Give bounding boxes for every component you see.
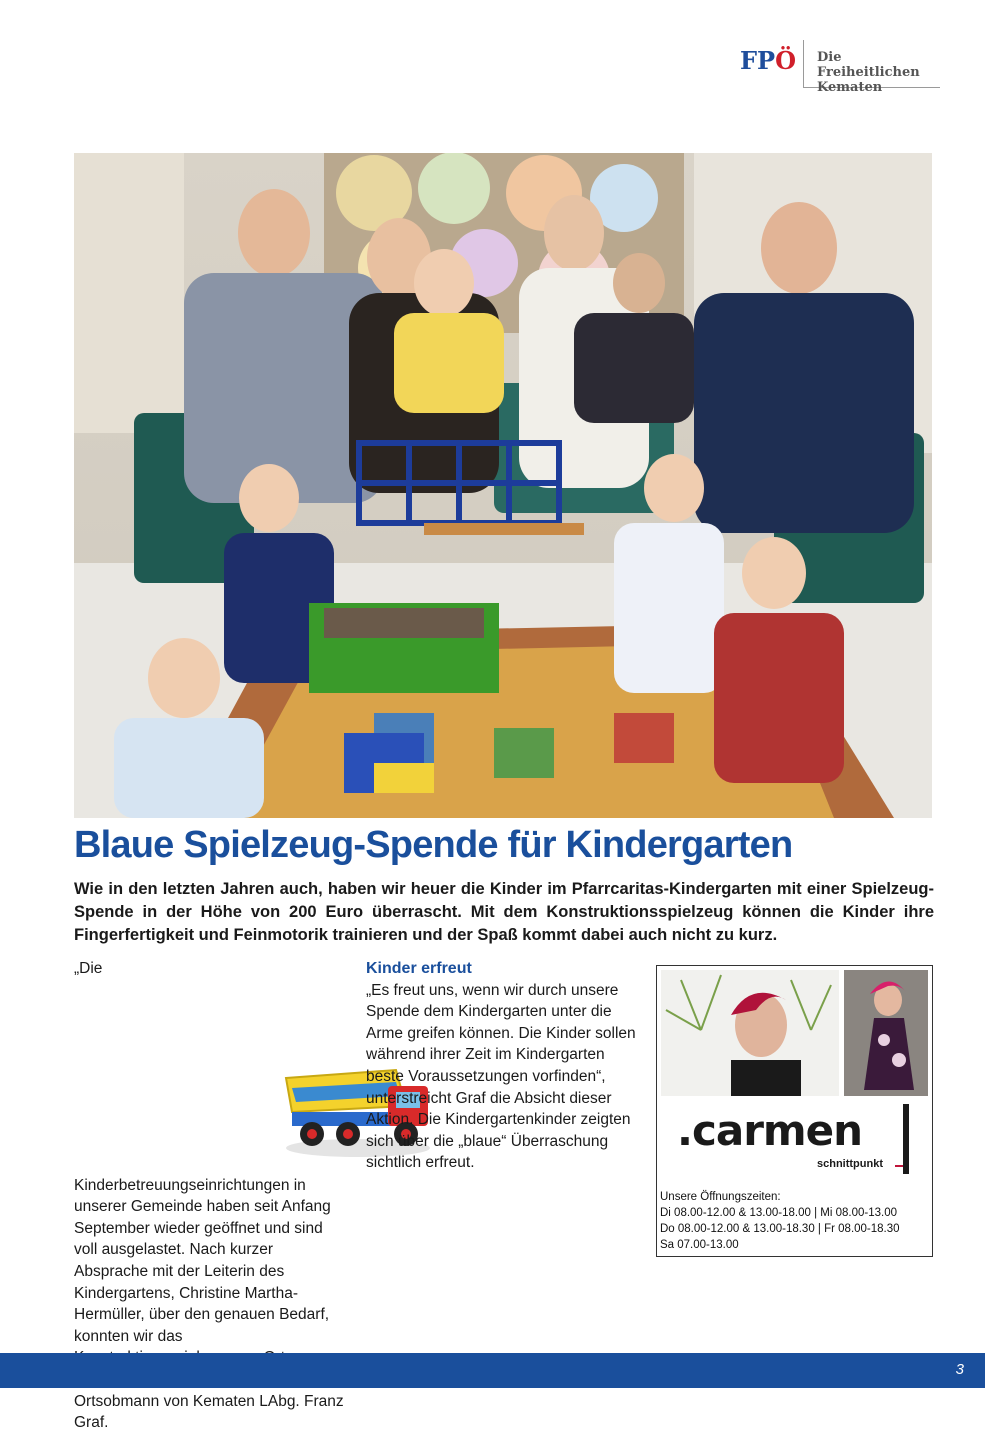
logo-fp: FP [740,46,776,75]
logo-divider [803,40,804,87]
page-footer [0,1353,985,1388]
column-1-text: „Die Kinderbetreuungseinrichtungen in unserer Gemeinde haben seit Anfang September wieder geöffnet und sind voll ausgelastet. Nach kurzer Absprache mit der Leiterin des Kindergartens, Christine Martha-Hermüller, über den genauen Bedarf, konnten wir das Ortsobmann von Kematen LAbg. Franz Graf. [74,960,344,1432]
ad-brand-bar [903,1104,909,1174]
page-number: 3 [955,1361,964,1378]
ad-photo-1 [661,970,839,1096]
carmen-advertisement [656,965,933,1257]
ad-opening-hours [660,1189,900,1253]
hours-line-1: Di 08.00-12.00 & 13.00-18.00 | Mi 08.00-13.00 [660,1207,897,1219]
logo-text [817,50,940,95]
group-photo-illustration [74,153,932,818]
logo-o: Ö [775,46,796,75]
group-photo [74,153,932,818]
article-lead: Wie in den letzten Jahren auch, haben wir heuer die Kinder im Pfarrcaritas-Kindergarten mit einer Spielzeug-Spende in der Höhe von 200 Euro überrascht. Mit dem Konstruktionsspielzeug können die Kinder ihre Fingerfertigkeit und Feinmotorik trainieren und der Spaß kommt dabei auch nicht zu kurz. [74,880,934,944]
ad-photo-woman-portrait [661,970,839,1096]
hours-title: Unsere Öffnungszeiten: [660,1191,781,1203]
logo-wordmark [740,46,796,75]
ad-photo-2 [844,970,928,1096]
logo-line-1: Die Freiheitlichen [817,50,920,80]
ad-tagline: schnittpunkt [817,1158,883,1170]
logo-line-2: Kematen [817,80,883,95]
column-2-text: „Es freut uns, wenn wir durch unsere Spende dem Kindergarten unter die Arme greifen können. Die Kinder sollen während ihrer Zeit im Kindergarten beste Voraussetzungen vorfinden“, unterstreicht Graf die Absicht dieser Aktion. Die Kindergartenkinder zeigten sich über die „blaue“ Überraschung sichtlich erfreut. [366,981,636,1172]
fpo-logo [740,40,940,95]
article-column-2 [366,958,638,1174]
article-headline: Blaue Spielzeug-Spende für Kindergarten [74,824,793,866]
hours-line-3: Sa 07.00-13.00 [660,1239,739,1251]
ad-photo-woman-dress [844,970,928,1096]
column-2-subhead: Kinder erfreut [366,960,472,977]
ad-brand-name: .carmen [677,1106,863,1155]
hours-line-2: Do 08.00-12.00 & 13.00-18.30 | Fr 08.00-18.30 [660,1223,900,1235]
ad-red-accent [895,1165,903,1167]
